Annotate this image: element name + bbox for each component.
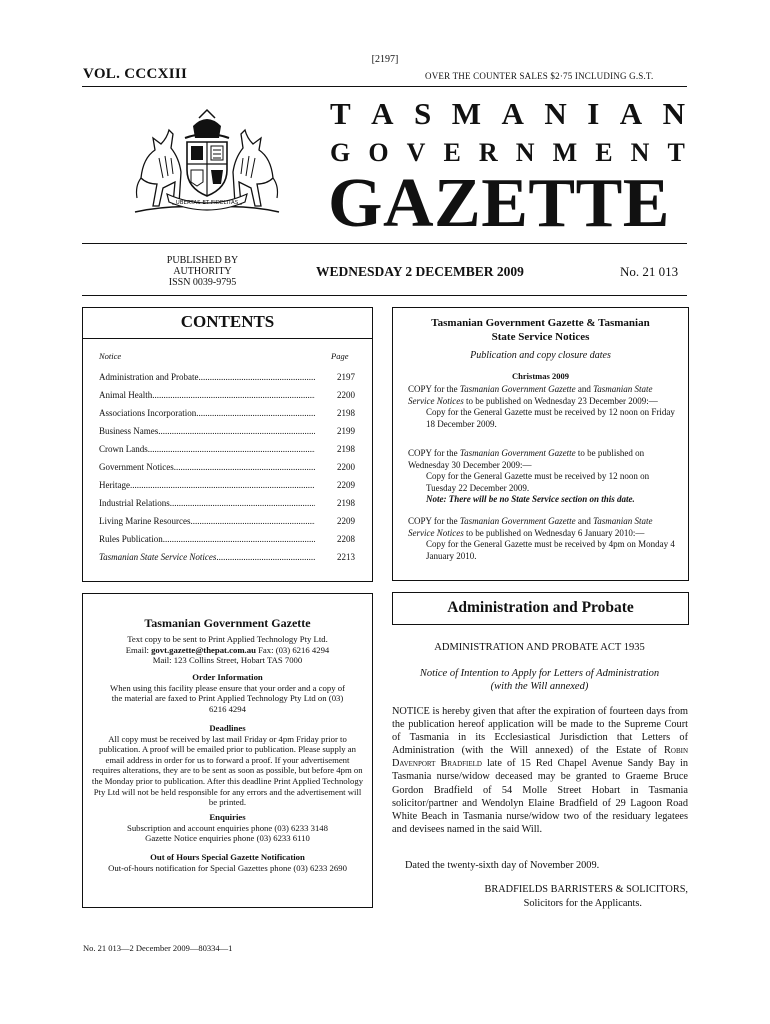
government-letter: G xyxy=(330,138,351,167)
contents-row-name: Animal Health xyxy=(99,390,153,400)
contents-row-leader xyxy=(196,408,315,418)
tasmanian-letter: T xyxy=(330,96,351,131)
p1-gazette: Tasmanian Government Gazette xyxy=(459,384,576,394)
dateline-rule xyxy=(82,295,687,296)
government-letter: M xyxy=(552,138,578,167)
section-heading: Administration and Probate xyxy=(447,599,634,616)
masthead-tasmanian xyxy=(330,96,685,132)
p1-text: COPY for the xyxy=(408,384,460,394)
contents-row-name: Crown Lands xyxy=(99,444,148,454)
authority-line: AUTHORITY xyxy=(173,266,232,277)
price-line: OVER THE COUNTER SALES $2·75 INCLUDING G.S.T. xyxy=(425,71,654,81)
closure-box-title xyxy=(393,316,688,344)
contents-box xyxy=(82,307,373,582)
government-letter: E xyxy=(595,138,613,167)
notice-body-text: late of 15 Red Chapel Avenue Sandy Bay in Tasmania nurse/widow deceased may be granted to Graeme Bruce Gordon Bradfield of 54 Molle Street Hobart in Tasmania solicitor/partner and Wendolyn Elaine Bradfield of 29 Lagoon Road White Beach in Tasmania nurse/widow two of the residuary legatees and devisees named in the said Will. xyxy=(392,758,688,835)
contents-row xyxy=(99,408,355,418)
tasmanian-letter: S xyxy=(414,96,432,131)
p3-ssn: Tasmanian State Service Notices xyxy=(408,516,653,538)
info-box-title: Tasmanian Government Gazette xyxy=(144,616,311,630)
contents-row-leader xyxy=(190,516,315,526)
p2-gazette: Tasmanian Government Gazette xyxy=(459,448,576,458)
notice-title xyxy=(392,667,687,693)
tasmanian-letter: A xyxy=(371,96,394,131)
submission-block xyxy=(91,634,364,666)
contents-row xyxy=(99,516,355,526)
contents-row-page: 2197 xyxy=(337,372,355,382)
email-address: govt.gazette@thepat.com.au xyxy=(151,644,256,655)
section-heading-box xyxy=(392,592,689,625)
contents-notice-header: Notice xyxy=(99,351,122,361)
contents-row-page: 2198 xyxy=(337,498,355,508)
notice-title-line-2: (with the Will annexed) xyxy=(490,681,589,692)
p2-text: COPY for the xyxy=(408,448,460,458)
dated-line: Dated the twenty-sixth day of November 2009. xyxy=(405,860,600,871)
tasmanian-letter: I xyxy=(587,96,600,131)
volume-number: VOL. CCCXIII xyxy=(83,66,188,82)
contents-row-page: 2198 xyxy=(337,408,355,418)
contents-row-leader xyxy=(163,534,315,544)
government-letter: R xyxy=(478,138,498,167)
gazette-info-box xyxy=(82,593,373,908)
deadlines-heading: Deadlines xyxy=(209,723,246,733)
contents-row xyxy=(99,498,355,508)
p2-indent: Copy for the General Gazette must be received by 12 noon on Tuesday 22 December 2009. xyxy=(426,471,650,493)
contents-row xyxy=(99,372,355,382)
notice-title-line-1: Notice of Intention to Apply for Letters of Administration xyxy=(419,668,660,679)
header-rule xyxy=(82,86,687,87)
out-of-hours-block xyxy=(91,852,364,873)
mail-address: Mail: 123 Collins Street, Hobart TAS 7000 xyxy=(152,655,303,666)
contents-row-name: Heritage xyxy=(99,480,130,490)
enquiries-line: Gazette Notice enquiries phone (03) 6233 6110 xyxy=(145,833,310,844)
closure-paragraph-2 xyxy=(408,448,678,506)
contents-title: CONTENTS xyxy=(180,312,275,331)
issn-line: ISSN 0039-9795 xyxy=(168,277,237,288)
signatory-firm: BRADFIELDS BARRISTERS & SOLICITORS, xyxy=(484,884,688,895)
page-number: [2197] xyxy=(371,54,399,65)
contents-row-name: Administration and Probate xyxy=(99,372,199,382)
contents-page-header: Page xyxy=(331,351,349,361)
contents-row-page: 2200 xyxy=(337,390,355,400)
tasmanian-letter: M xyxy=(451,96,481,131)
masthead-rule xyxy=(82,243,687,244)
out-of-hours-text: Out-of-hours notification for Special Gazettes phone (03) 6233 2690 xyxy=(108,862,347,873)
contents-row xyxy=(99,480,355,490)
p3-text: to be published on Wednesday 6 January 2010:— xyxy=(463,527,645,538)
email-label: Email: xyxy=(125,644,152,655)
contents-row-leader xyxy=(152,390,315,400)
out-of-hours-heading: Out of Hours Special Gazette Notification xyxy=(150,852,305,862)
contents-row-name: Associations Incorporation xyxy=(99,408,197,418)
fax-number: Fax: (03) 6216 4294 xyxy=(255,644,330,655)
published-by-line: PUBLISHED BY xyxy=(166,255,239,266)
contents-row xyxy=(99,552,355,562)
contents-row-leader xyxy=(174,462,315,472)
order-info-block xyxy=(91,672,364,714)
issue-date: WEDNESDAY 2 DECEMBER 2009 xyxy=(316,264,524,279)
contents-row-leader xyxy=(148,444,315,454)
tasmanian-letter: A xyxy=(619,96,643,131)
contents-row-page: 2199 xyxy=(337,426,355,436)
contents-row-page: 2209 xyxy=(337,480,355,490)
government-letter: V xyxy=(406,138,426,167)
masthead-government xyxy=(330,138,685,168)
closure-paragraph-1 xyxy=(408,384,678,430)
issue-number: No. 21 013 xyxy=(620,264,679,279)
closure-title-line-2: State Service Notices xyxy=(491,331,590,343)
notice-body-text: NOTICE is hereby given that after the expiration of fourteen days from the publication hereof application will be made to the Supreme Court of Tasmania in its Ecclesiastical Jurisdiction that Letters of Administration (with the Will annexed) of the Estate of xyxy=(392,706,688,757)
contents-row-name: Industrial Relations xyxy=(99,498,170,508)
contents-row-name: Government Notices xyxy=(99,462,174,472)
tasmanian-letter: N xyxy=(662,96,685,131)
contents-row-page: 2198 xyxy=(337,444,355,454)
contents-row xyxy=(99,534,355,544)
p3-text: COPY for the xyxy=(408,516,460,526)
contents-row-leader xyxy=(216,552,315,562)
coat-of-arms-icon xyxy=(133,108,281,216)
government-letter: N xyxy=(515,138,535,167)
contents-row-leader xyxy=(198,372,315,382)
closure-dates-box xyxy=(392,307,689,581)
order-text: When using this facility please ensure that your order and a copy of the material are faxed to Print Applied Technology Pty Ltd on (03) 6216 4294 xyxy=(110,682,345,714)
p3-text: and xyxy=(575,516,594,526)
contents-row-leader xyxy=(130,480,315,490)
order-heading: Order Information xyxy=(192,672,263,682)
enquiries-block xyxy=(91,812,364,844)
submission-line: Text copy to be sent to Print Applied Technology Pty Ltd. xyxy=(127,634,328,644)
p2-note: Note: There will be no State Service section on this date. xyxy=(426,494,635,504)
act-title: ADMINISTRATION AND PROBATE ACT 1935 xyxy=(434,642,645,653)
published-by-block xyxy=(140,255,265,288)
contents-row-leader xyxy=(170,498,315,508)
p1-text: to be published on Wednesday 23 December 2009:— xyxy=(463,395,658,406)
contents-row xyxy=(99,444,355,454)
p1-indent: Copy for the General Gazette must be received by 12 noon on Friday 18 December 2009. xyxy=(426,407,675,429)
tasmanian-letter: N xyxy=(544,96,567,131)
contents-row xyxy=(99,390,355,400)
notice-body xyxy=(392,705,688,836)
contents-row xyxy=(99,462,355,472)
p1-text: and xyxy=(575,384,594,394)
deadlines-block xyxy=(91,723,364,808)
crest-motto: UBERTAS ET FIDELITAS xyxy=(175,200,239,206)
enquiries-heading: Enquiries xyxy=(209,812,246,822)
contents-row-leader xyxy=(158,426,315,436)
contents-row-name: Rules Publication xyxy=(99,534,163,544)
contents-divider xyxy=(83,338,372,339)
contact-line xyxy=(91,645,364,656)
government-letter: E xyxy=(443,138,461,167)
deceased-name: Robin Davenport Bradfield xyxy=(392,745,688,770)
contents-row-name: Tasmanian State Service Notices xyxy=(99,552,217,562)
p1-ssn: Tasmanian State Service Notices xyxy=(408,384,653,406)
closure-title-line-1: Tasmanian Government Gazette & Tasmanian xyxy=(431,317,650,329)
contents-row-page: 2209 xyxy=(337,516,355,526)
closure-paragraph-3 xyxy=(408,516,678,562)
contents-row xyxy=(99,426,355,436)
contents-row-page: 2208 xyxy=(337,534,355,544)
p2-text: to be published on Wednesday 30 December 2009:— xyxy=(408,448,645,470)
deadlines-text: All copy must be received by last mail Friday or 4pm Friday prior to publication. A proof will be emailed prior to publication. Please supply an email address in order for us to forward a proof. If your advertisement requires alterations, they are to be sent as soon as possible, but before 4pm on the Monday prior to publication. After this deadline Print Applied Technology Pty Ltd will not be held responsible for any errors and the advertisement will be printed. xyxy=(91,733,364,808)
closure-box-subtitle: Publication and copy closure dates xyxy=(470,350,611,361)
contents-row-page: 2200 xyxy=(337,462,355,472)
tasmanian-letter: A xyxy=(501,96,524,131)
footer-line: No. 21 013—2 December 2009—80334—1 xyxy=(83,943,233,953)
contents-row-name: Business Names xyxy=(99,426,159,436)
government-letter: O xyxy=(368,138,389,167)
signatory-role: Solicitors for the Applicants. xyxy=(523,898,642,909)
p3-gazette: Tasmanian Government Gazette xyxy=(459,516,576,526)
christmas-heading: Christmas 2009 xyxy=(512,371,569,381)
enquiries-line: Subscription and account enquiries phone (03) 6233 3148 xyxy=(127,822,328,833)
government-letter: T xyxy=(667,138,685,167)
contents-row-page: 2213 xyxy=(337,552,355,562)
p3-indent: Copy for the General Gazette must be received by 4pm on Monday 4 January 2010. xyxy=(426,539,675,561)
government-letter: N xyxy=(630,138,650,167)
masthead-gazette: GAZETTE xyxy=(328,165,670,242)
contents-row-name: Living Marine Resources xyxy=(99,516,191,526)
